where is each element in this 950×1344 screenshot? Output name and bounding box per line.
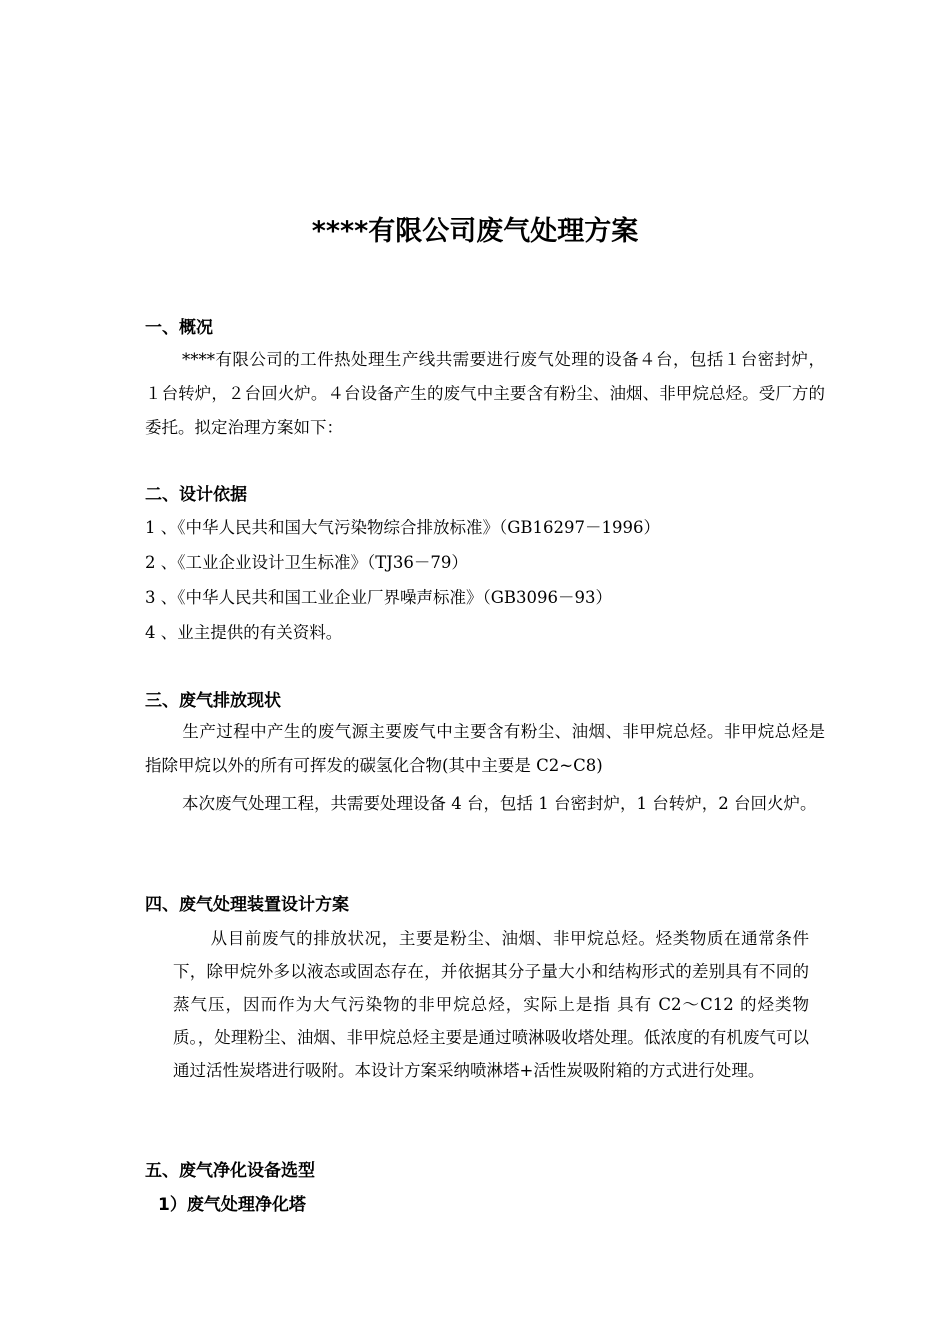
design-paragraph	[173, 922, 809, 1087]
overview-text: ****有限公司的工件热处理生产线共需要进行废气处理的设备４台，包括１台密封炉，１台转炉，２台回火炉。４台设备产生的废气中主要含有粉尘、油烟、非甲烷总烃。受厂方的委托。拟定治理方案如下：	[145, 350, 825, 437]
status-paragraph-1	[145, 715, 825, 783]
status-text-2: 本次废气处理工程，共需要处理设备 4 台，包括 1 台密封炉，1 台转炉，2 台回火炉。	[182, 794, 817, 813]
page-title: ****有限公司废气处理方案	[311, 216, 639, 247]
basis-item: 2 、《工业企业设计卫生标准》（TJ36－79）	[145, 553, 468, 572]
basis-item: 3 、《中华人民共和国工业企业厂界噪声标准》（GB3096－93）	[145, 588, 613, 607]
section-heading-design: 四、废气处理装置设计方案	[145, 895, 349, 915]
section-heading-overview: 一、概况	[145, 318, 213, 338]
design-text: 从目前废气的排放状况，主要是粉尘、油烟、非甲烷总烃。烃类物质在通常条件下，除甲烷外多以液态或固态存在，并依据其分子量大小和结构形式的差别具有不同的蒸气压，因而作为大气污染物的非甲烷总烃，实际上是指 具有 C2～C12 的烃类物质。，处理粉尘、油烟、非甲烷总烃主要是通过喷淋吸收塔处理。低浓度的有机废气可以通过活性炭塔进行吸附。本设计方案采纳喷淋塔+活性炭吸附箱的方式进行处理。	[173, 929, 809, 1080]
section-heading-basis: 二、设计依据	[145, 485, 247, 505]
status-paragraph-2	[145, 787, 825, 821]
basis-item: 1 、《中华人民共和国大气污染物综合排放标准》（GB16297－1996）	[145, 518, 661, 537]
status-text-1: 生产过程中产生的废气源主要废气中主要含有粉尘、油烟、非甲烷总烃。非甲烷总烃是指除甲烷以外的所有可挥发的碳氢化合物(其中主要是 C2~C8)	[145, 722, 825, 775]
subheading-purification-tower: 1）废气处理净化塔	[158, 1195, 306, 1215]
section-heading-status: 三、废气排放现状	[145, 691, 281, 711]
section-heading-equipment: 五、废气净化设备选型	[145, 1161, 315, 1181]
overview-paragraph	[145, 343, 825, 445]
basis-item: 4 、业主提供的有关资料。	[145, 623, 343, 642]
